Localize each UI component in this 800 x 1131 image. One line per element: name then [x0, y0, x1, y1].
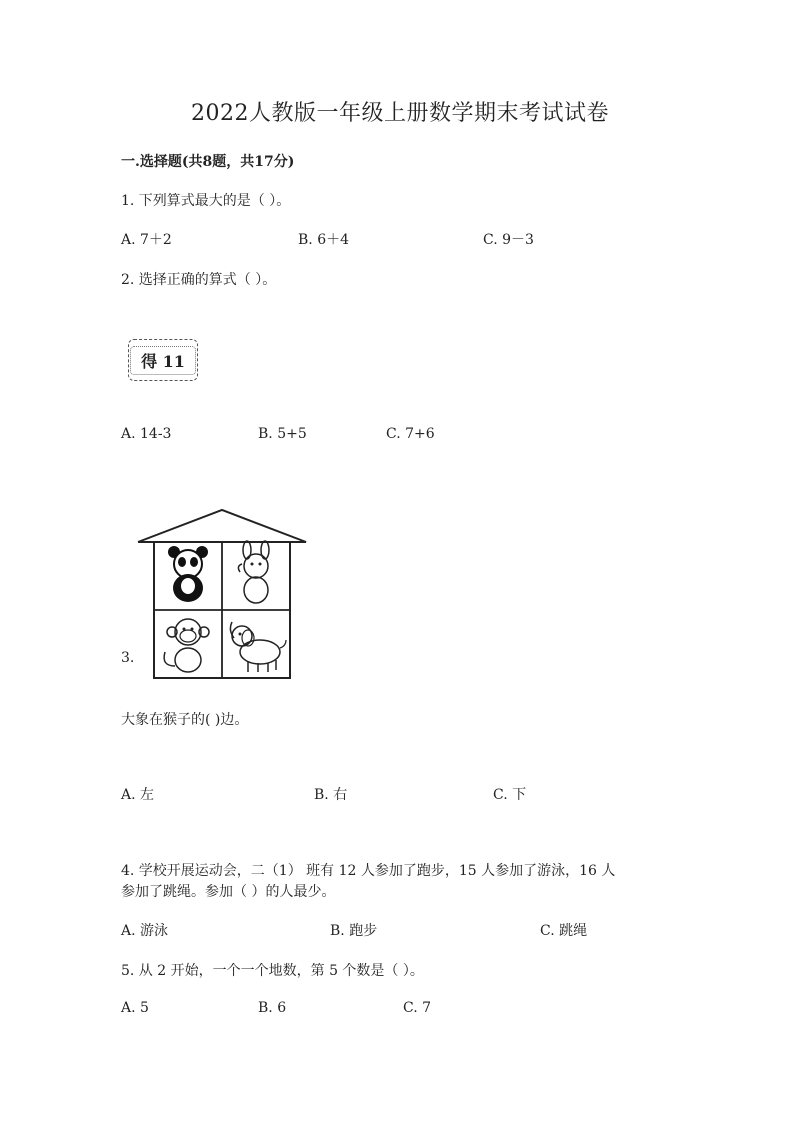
question-5-option-b[interactable]: B. 6	[258, 1000, 287, 1016]
animal-house-illustration	[136, 508, 312, 684]
question-2-option-b[interactable]: B. 5+5	[258, 426, 307, 442]
elephant-icon	[230, 622, 286, 672]
page-title: 2022人教版一年级上册数学期末考试试卷	[191, 101, 609, 126]
question-4-option-a[interactable]: A. 游泳	[121, 923, 169, 939]
question-3-stem: 大象在猴子的( )边。	[121, 712, 249, 728]
question-1-option-b[interactable]: B. 6＋4	[298, 232, 350, 248]
question-4-stem-line-2: 参加了跳绳。参加（ ）的人最少。	[121, 884, 336, 900]
section-heading: 一.选择题(共8题，共17分)	[121, 154, 295, 170]
rabbit-icon	[238, 541, 269, 603]
question-3-option-c[interactable]: C. 下	[493, 787, 527, 803]
question-4-option-c[interactable]: C. 跳绳	[540, 923, 588, 939]
question-3-number: 3.	[121, 650, 135, 666]
question-5-option-a[interactable]: A. 5	[121, 1000, 149, 1016]
question-2-option-c[interactable]: C. 7+6	[386, 426, 435, 442]
question-1-option-a[interactable]: A. 7＋2	[121, 232, 172, 248]
monkey-icon	[164, 619, 209, 672]
score-badge	[128, 339, 198, 381]
question-5-stem: 5. 从 2 开始，一个一个地数，第 5 个数是（ ）。	[121, 963, 424, 979]
question-1-stem: 1. 下列算式最大的是（ ）。	[121, 193, 291, 209]
question-1-option-c[interactable]: C. 9－3	[483, 232, 534, 248]
question-3-option-b[interactable]: B. 右	[314, 787, 348, 803]
question-4-option-b[interactable]: B. 跑步	[330, 923, 378, 939]
question-5-option-c[interactable]: C. 7	[403, 1000, 432, 1016]
question-2-option-a[interactable]: A. 14-3	[121, 426, 172, 442]
question-2-stem: 2. 选择正确的算式（ ）。	[121, 272, 277, 288]
question-3-option-a[interactable]: A. 左	[121, 787, 155, 803]
score-badge-text: 得 11	[130, 346, 196, 375]
question-4-stem-line-1: 4. 学校开展运动会，二（1） 班有 12 人参加了跑步，15 人参加了游泳，16 人	[121, 863, 616, 879]
panda-icon	[168, 546, 208, 602]
